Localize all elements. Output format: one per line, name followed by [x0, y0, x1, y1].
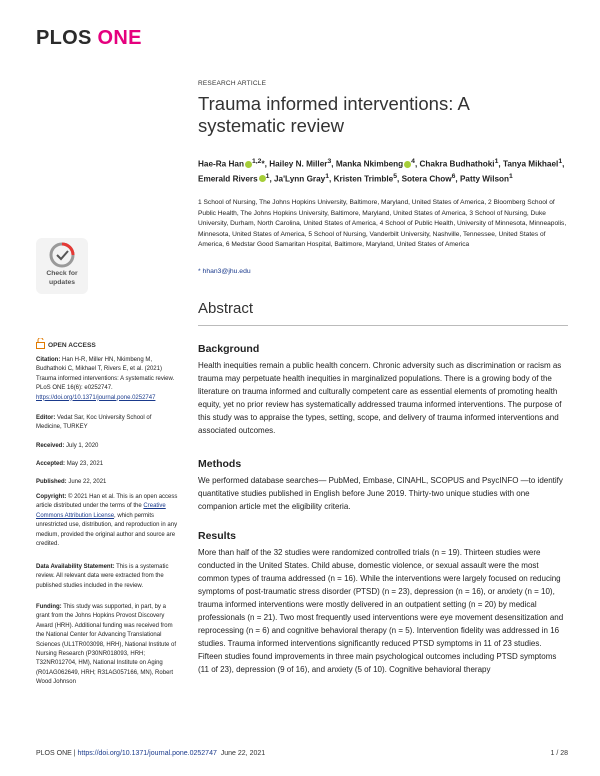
check-label-line2: updates — [48, 279, 76, 286]
accepted-date: Accepted: May 23, 2021 — [36, 461, 104, 467]
affiliations: 1 School of Nursing, The Johns Hopkins University, Baltimore, Maryland, United States of America, 2 Bloomberg School of Public Health, The Johns Hopkins University, Baltimore, Maryland, United States of America, 3 School of Nursing, Duke University, Durham, North Carolina, United States of America, 4 School of Public Health, University of Minnesota, Minneapolis, Minnesota, United States of America, 5 School of Nursing, Vanderbilt University, Nashville, Tennessee, United States of America, 6 Medstar Good Samaritan Hospital, Baltimore, Maryland, United States of America — [198, 199, 567, 248]
article-type-label: RESEARCH ARTICLE — [198, 80, 267, 87]
author-list: Hae-Ra Han $^{1,2}$*, Hailey N. Miller$^3$, Manka Nkimbeng $^4$, Chakra Budhathoki$^1$, Tanya Mikhael$^1$, Emerald Rivers $^1$, Ja'Lynn Gray$^1$, Kristen Trimble$^5$, Sotera Chow$^6$, Patty Wilson$^1$ — [198, 158, 565, 184]
orcid-icon[interactable] — [259, 175, 266, 182]
open-access-label: OPEN ACCESS — [36, 338, 96, 349]
background-heading: Background — [198, 343, 260, 355]
open-lock-icon — [36, 338, 45, 349]
editor: Editor: Vedat Sar, Koc University School of Medicine, TURKEY — [36, 415, 152, 431]
received-date: Received: July 1, 2020 — [36, 443, 99, 449]
abstract-heading: Abstract — [198, 300, 254, 317]
divider — [198, 325, 568, 326]
funding: Funding: This study was supported, in part, by a grant from the Johns Hopkins Provost Discovery Award (HRH). Additional funding was received from the National Center for Advancing Translational Sciences (UL1TR003098, HRH), National Institute of Nursing Research (P30NR018093, HRH; T32NR012704, HM), National Institute on Aging (R01AG062649, HRH; R31AG057166, MN), Robert Wood Johnson — [36, 604, 177, 686]
journal-logo: PLOS ONE — [36, 27, 142, 49]
methods-heading: Methods — [198, 458, 242, 470]
results-heading: Results — [198, 530, 236, 542]
corresponding-email[interactable]: * hhan3@jhu.edu — [198, 268, 251, 275]
copyright: Copyright: © 2021 Han et al. This is an open access article distributed under the terms of the Creative Commons Attribution License, which permits unrestricted use, distribution, and reproduction in any medium, provided the original author and source are credited. — [36, 494, 178, 548]
page-number: 1 / 28 — [550, 750, 568, 757]
data-availability: Data Availability Statement: This is a systematic review. All relevant data were extracted from the published studies included in the review. — [36, 564, 169, 589]
check-label-line1: Check for — [46, 270, 78, 277]
check-for-updates-badge[interactable] — [36, 238, 88, 294]
check-updates-icon — [47, 240, 77, 270]
published-date: Published: June 22, 2021 — [36, 479, 107, 485]
citation: Citation: Han H-R, Miller HN, Nkimbeng M, Budhathoki C, Mikhael T, Rivers E, et al. (2021) Trauma informed interventions: A systematic review. PLoS ONE 16(6): e0252747. https://doi.org/10.1371/journal.pone.0252747 — [36, 357, 175, 401]
article-title: Trauma informed interventions: A systematic review — [198, 93, 469, 136]
license-link[interactable]: Creative Commons Attribution License — [36, 503, 166, 519]
background-text: Health inequities remain a public health concern. Chronic adversity such as discrimination or racism as trauma may perpetuate health inequities in marginalized populations. There is a growing body of the literature on trauma informed and culturally competent care as essential elements of promoting health equity, yet no prior review has systematically addressed trauma informed interventions. The purpose of this study was to appraise the types, setting, scope, and delivery of trauma informed interventions and associated outcomes. — [198, 361, 562, 435]
page-footer: PLOS ONE | https://doi.org/10.1371/journal.pone.0252747 June 22, 2021 1 / 28 — [36, 750, 568, 757]
results-text: More than half of the 32 studies were randomized controlled trials (n = 19). Thirteen studies were conducted in the United States. Child abuse, domestic violence, or sexual assault were the most common types of trauma addressed (n = 16). While the interventions were largely focused on reducing symptoms of post-traumatic stress disorder (PTSD) (n = 23), depression (n = 16), or anxiety (n = 10), trauma informed interventions were mostly delivered in an outpatient setting (n = 20) by medical professionals (n = 21). Two most frequently used interventions were eye movement desensitization and reprocessing (n = 6) and cognitive behavioral therapy (n = 5). Intervention fidelity was addressed in 16 studies. Trauma informed interventions significantly reduced PTSD symptoms in 11 of 23 studies. Fifteen studies found improvements in three main psychological outcomes including PTSD symptoms (11 of 23), depression (9 of 16), and anxiety (5 of 10). Cognitive behavioral therapy — [198, 548, 564, 674]
orcid-icon[interactable] — [245, 161, 252, 168]
citation-doi-link[interactable]: https://doi.org/10.1371/journal.pone.0252747 — [36, 394, 156, 401]
methods-text: We performed database searches— PubMed, Embase, CINAHL, SCOPUS and PsycINFO —to identify quantitative studies published in English before June 2019. Thirty-two unique studies with one companion article met the eligibility criteria. — [198, 476, 563, 511]
footer-doi-link[interactable]: https://doi.org/10.1371/journal.pone.0252747 — [77, 750, 217, 757]
